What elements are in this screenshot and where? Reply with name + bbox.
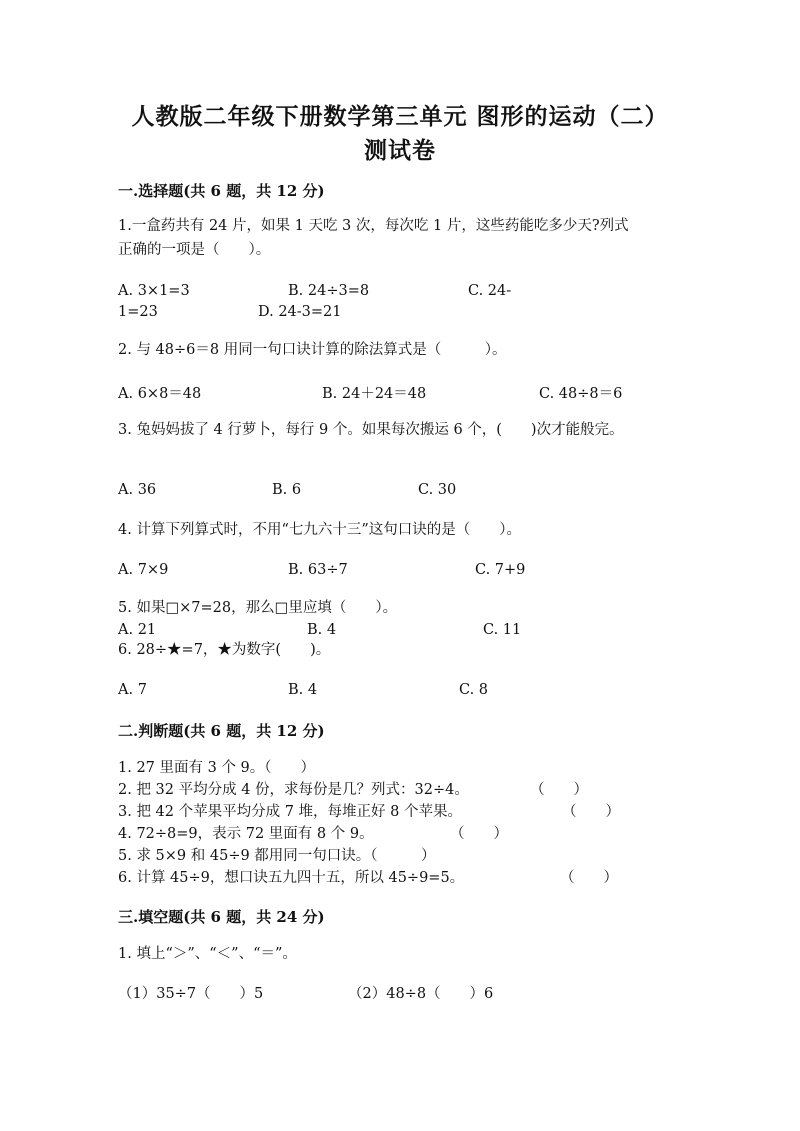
page-title: 人教版二年级下册数学第三单元 图形的运动（二） — [131, 103, 669, 130]
section-heading-fill: 三.填空题(共 6 题，共 24 分) — [118, 908, 325, 926]
q5-option-b: B. 4 — [307, 622, 337, 638]
q2-option-c: C. 48÷8＝6 — [539, 386, 623, 402]
q1-option-d: D. 24-3=21 — [258, 304, 342, 320]
judge-item-4: 4. 72÷8=9，表示 72 里面有 8 个 9。 — [118, 826, 374, 842]
question-6-text: 6. 28÷★=7，★为数字( )。 — [118, 642, 331, 658]
q6-option-b: B. 4 — [288, 682, 318, 698]
page-subtitle: 测试卷 — [364, 137, 436, 164]
q2-option-b: B. 24＋24＝48 — [322, 386, 427, 402]
fill-question-1-part-2: （2）48÷8（ ）6 — [348, 986, 494, 1002]
judge-item-4-bracket: （ ） — [450, 826, 508, 842]
section-heading-judge: 二.判断题(共 6 题，共 12 分) — [118, 722, 325, 740]
fill-question-1-part-1: （1）35÷7（ ）5 — [118, 986, 264, 1002]
judge-item-6: 6. 计算 45÷9，想口诀五九四十五，所以 45÷9=5。 — [118, 870, 465, 886]
q3-option-c: C. 30 — [418, 482, 457, 498]
question-1-text: 1.一盒药共有 24 片，如果 1 天吃 3 次，每次吃 1 片，这些药能吃多少天?列式 — [118, 218, 629, 234]
question-2-text: 2. 与 48÷6＝8 用同一句口诀计算的除法算式是（ ）。 — [118, 342, 507, 358]
question-5-text: 5. 如果□×7=28，那么□里应填（ ）。 — [118, 600, 398, 616]
q4-option-a: A. 7×9 — [118, 562, 169, 578]
judge-item-3: 3. 把 42 个苹果平均分成 7 堆，每堆正好 8 个苹果。 — [118, 804, 462, 820]
q1-option-c-cont: 1=23 — [118, 304, 158, 320]
q1-option-c: C. 24- — [468, 283, 512, 299]
judge-item-6-bracket: （ ） — [560, 870, 618, 886]
q2-option-a: A. 6×8＝48 — [118, 386, 202, 402]
fill-question-1: 1. 填上“＞”、“＜”、“＝”。 — [118, 946, 297, 962]
judge-item-3-bracket: （ ） — [562, 804, 620, 820]
q1-option-a: A. 3×1=3 — [118, 283, 190, 299]
q4-option-b: B. 63÷7 — [288, 562, 348, 578]
q4-option-c: C. 7+9 — [475, 562, 526, 578]
judge-item-5: 5. 求 5×9 和 45÷9 都用同一句口诀。（ ） — [118, 848, 436, 864]
q5-option-c: C. 11 — [483, 622, 522, 638]
section-heading-choice: 一.选择题(共 6 题，共 12 分) — [118, 182, 325, 200]
question-1-text-cont: 正确的一项是（ ）。 — [118, 242, 271, 258]
q6-option-a: A. 7 — [118, 682, 147, 698]
question-4-text: 4. 计算下列算式时，不用“七九六十三”这句口诀的是（ ）。 — [118, 522, 522, 538]
q5-option-a: A. 21 — [118, 622, 157, 638]
judge-item-1: 1. 27 里面有 3 个 9。（ ） — [118, 760, 316, 776]
question-3-text: 3. 兔妈妈拔了 4 行萝卜，每行 9 个。如果每次搬运 6 个，( )次才能般完。 — [118, 422, 624, 438]
judge-item-2: 2. 把 32 平均分成 4 份，求每份是几？列式：32÷4。 — [118, 782, 469, 798]
q3-option-a: A. 36 — [118, 482, 157, 498]
q6-option-c: C. 8 — [459, 682, 489, 698]
judge-item-2-bracket: （ ） — [530, 782, 588, 798]
q1-option-b: B. 24÷3=8 — [288, 283, 370, 299]
q3-option-b: B. 6 — [272, 482, 302, 498]
